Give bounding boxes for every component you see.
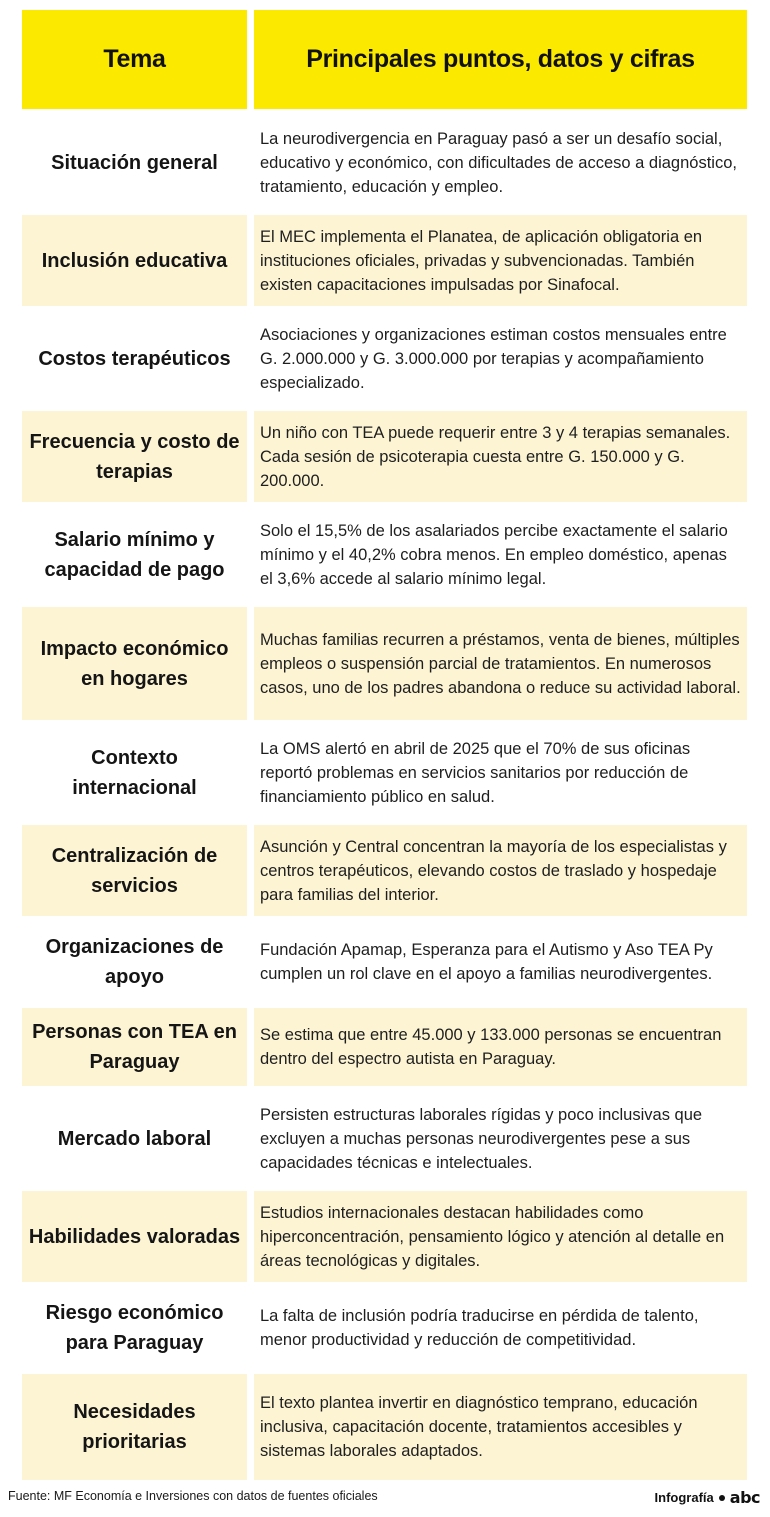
table-header — [22, 10, 747, 109]
credit-label: Infografía — [654, 1490, 714, 1505]
row-topic: Inclusión educativa — [22, 215, 247, 306]
table-body — [22, 117, 747, 1480]
row-topic: Mercado laboral — [22, 1093, 247, 1184]
row-topic: Frecuencia y costo de terapias — [22, 411, 247, 502]
header-tema: Tema — [22, 10, 247, 109]
row-topic: Salario mínimo y capacidad de pago — [22, 509, 247, 600]
row-topic: Costos terapéuticos — [22, 313, 247, 404]
table-row — [22, 1374, 747, 1480]
row-topic: Centralización de servicios — [22, 825, 247, 916]
table-row — [22, 117, 747, 208]
row-topic: Necesidades prioritarias — [22, 1374, 247, 1480]
credit — [655, 1488, 760, 1507]
table-row — [22, 1008, 747, 1086]
row-detail: Fundación Apamap, Esperanza para el Autismo y Aso TEA Py cumplen un rol clave en el apoyo a familias neurodivergentes. — [254, 923, 747, 1001]
row-detail: Asunción y Central concentran la mayoría de los especialistas y centros terapéuticos, elevando costos de traslado y hospedaje para familias del interior. — [254, 825, 747, 916]
row-detail: El texto plantea invertir en diagnóstico temprano, educación inclusiva, capacitación docente, tratamientos accesibles y sistemas laborales adaptados. — [254, 1374, 747, 1480]
row-detail: Solo el 15,5% de los asalariados percibe exactamente el salario mínimo y el 40,2% cobra menos. En empleo doméstico, apenas el 3,6% accede al salario mínimo legal. — [254, 509, 747, 600]
table-row — [22, 1289, 747, 1367]
row-topic: Impacto económico en hogares — [22, 607, 247, 720]
table-row — [22, 313, 747, 404]
row-detail: Un niño con TEA puede requerir entre 3 y 4 terapias semanales. Cada sesión de psicoterapia cuesta entre G. 150.000 y G. 200.000. — [254, 411, 747, 502]
abc-logo: abc — [729, 1488, 760, 1507]
separator-dot-icon — [719, 1495, 725, 1501]
header-puntos: Principales puntos, datos y cifras — [254, 10, 747, 109]
table-row — [22, 1093, 747, 1184]
row-topic: Riesgo económico para Paraguay — [22, 1289, 247, 1367]
table-row — [22, 825, 747, 916]
row-topic: Habilidades valoradas — [22, 1191, 247, 1282]
table-row — [22, 215, 747, 306]
source-note: Fuente: MF Economía e Inversiones con datos de fuentes oficiales — [8, 1489, 378, 1503]
row-detail: Estudios internacionales destacan habilidades como hiperconcentración, pensamiento lógico y atención al detalle en áreas tecnológicas y digitales. — [254, 1191, 747, 1282]
table-row — [22, 411, 747, 502]
row-topic: Personas con TEA en Paraguay — [22, 1008, 247, 1086]
table-row — [22, 1191, 747, 1282]
row-detail: La falta de inclusión podría traducirse en pérdida de talento, menor productividad y reducción de competitividad. — [254, 1289, 747, 1367]
row-detail: Muchas familias recurren a préstamos, venta de bienes, múltiples empleos o suspensión parcial de tratamientos. En numerosos casos, uno de los padres abandona o reduce su actividad laboral. — [254, 607, 747, 720]
table-row — [22, 727, 747, 818]
row-detail: Se estima que entre 45.000 y 133.000 personas se encuentran dentro del espectro autista en Paraguay. — [254, 1008, 747, 1086]
table-row — [22, 509, 747, 600]
row-detail: Asociaciones y organizaciones estiman costos mensuales entre G. 2.000.000 y G. 3.000.000 por terapias y acompañamiento especializado. — [254, 313, 747, 404]
row-topic: Organizaciones de apoyo — [22, 923, 247, 1001]
row-topic: Contexto internacional — [22, 727, 247, 818]
row-topic: Situación general — [22, 117, 247, 208]
table-row — [22, 607, 747, 720]
table-row — [22, 923, 747, 1001]
data-table — [22, 10, 747, 1487]
row-detail: El MEC implementa el Planatea, de aplicación obligatoria en instituciones oficiales, privadas y subvencionadas. También existen capacitaciones impulsadas por Sinafocal. — [254, 215, 747, 306]
row-detail: La neurodivergencia en Paraguay pasó a ser un desafío social, educativo y económico, con dificultades de acceso a diagnóstico, tratamiento, educación y empleo. — [254, 117, 747, 208]
row-detail: La OMS alertó en abril de 2025 que el 70% de sus oficinas reportó problemas en servicios sanitarios por reducción de financiamiento público en salud. — [254, 727, 747, 818]
row-detail: Persisten estructuras laborales rígidas y poco inclusivas que excluyen a muchas personas neurodivergentes pese a sus capacidades técnicas e intelectuales. — [254, 1093, 747, 1184]
